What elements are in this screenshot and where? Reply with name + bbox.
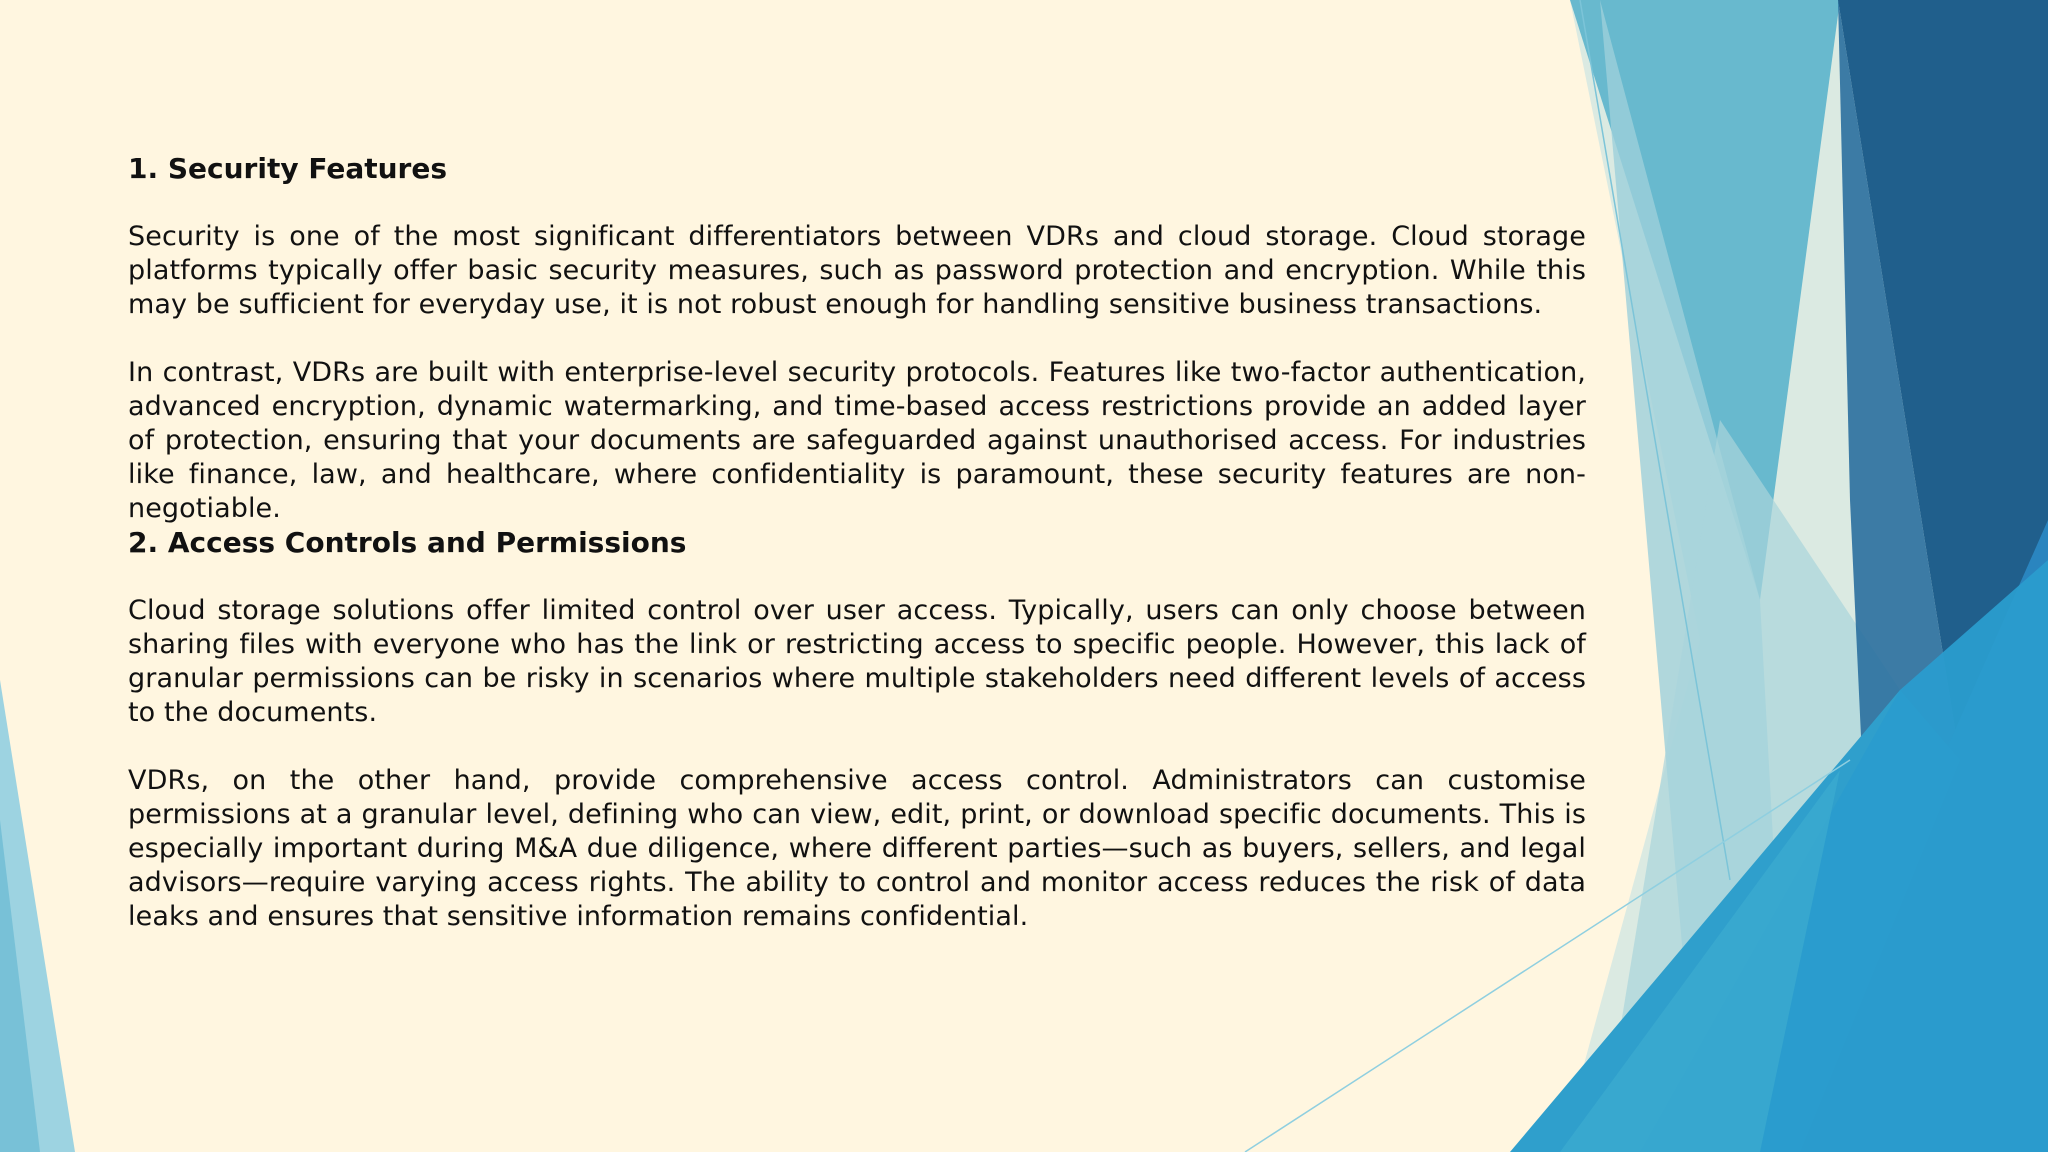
- section-heading: 1. Security Features: [128, 152, 448, 185]
- slide-text-body: [128, 152, 1586, 934]
- section-access-controls: [128, 526, 1586, 934]
- paragraph: VDRs, on the other hand, provide comprehensive access control. Administrators can customise permissions at a granular level, defining who can view, edit, print, or download specific documents. This is especially important during M&A due diligence, where different parties—such as buyers, sellers, and legal advisors—require varying access rights. The ability to control and monitor access reduces the risk of data leaks and ensures that sensitive information remains confidential.: [128, 765, 1586, 932]
- paragraph: In contrast, VDRs are built with enterprise-level security protocols. Features like two-factor authentication, advanced encryption, dynamic watermarking, and time-based access restrictions provide an added layer of protection, ensuring that your documents are safeguarded against unauthorised access. For industries like finance, law, and healthcare, where confidentiality is paramount, these security features are non-negotiable.: [128, 357, 1586, 524]
- section-heading: 2. Access Controls and Permissions: [128, 526, 687, 559]
- section-security-features: [128, 152, 1586, 526]
- paragraph: Cloud storage solutions offer limited control over user access. Typically, users can only choose between sharing files with everyone who has the link or restricting access to specific people. However, this lack of granular permissions can be risky in scenarios where multiple stakeholders need different levels of access to the documents.: [128, 595, 1586, 728]
- paragraph: Security is one of the most significant differentiators between VDRs and cloud storage. Cloud storage platforms typically offer basic security measures, such as password protection and encryption. While this may be sufficient for everyday use, it is not robust enough for handling sensitive business transactions.: [128, 221, 1586, 320]
